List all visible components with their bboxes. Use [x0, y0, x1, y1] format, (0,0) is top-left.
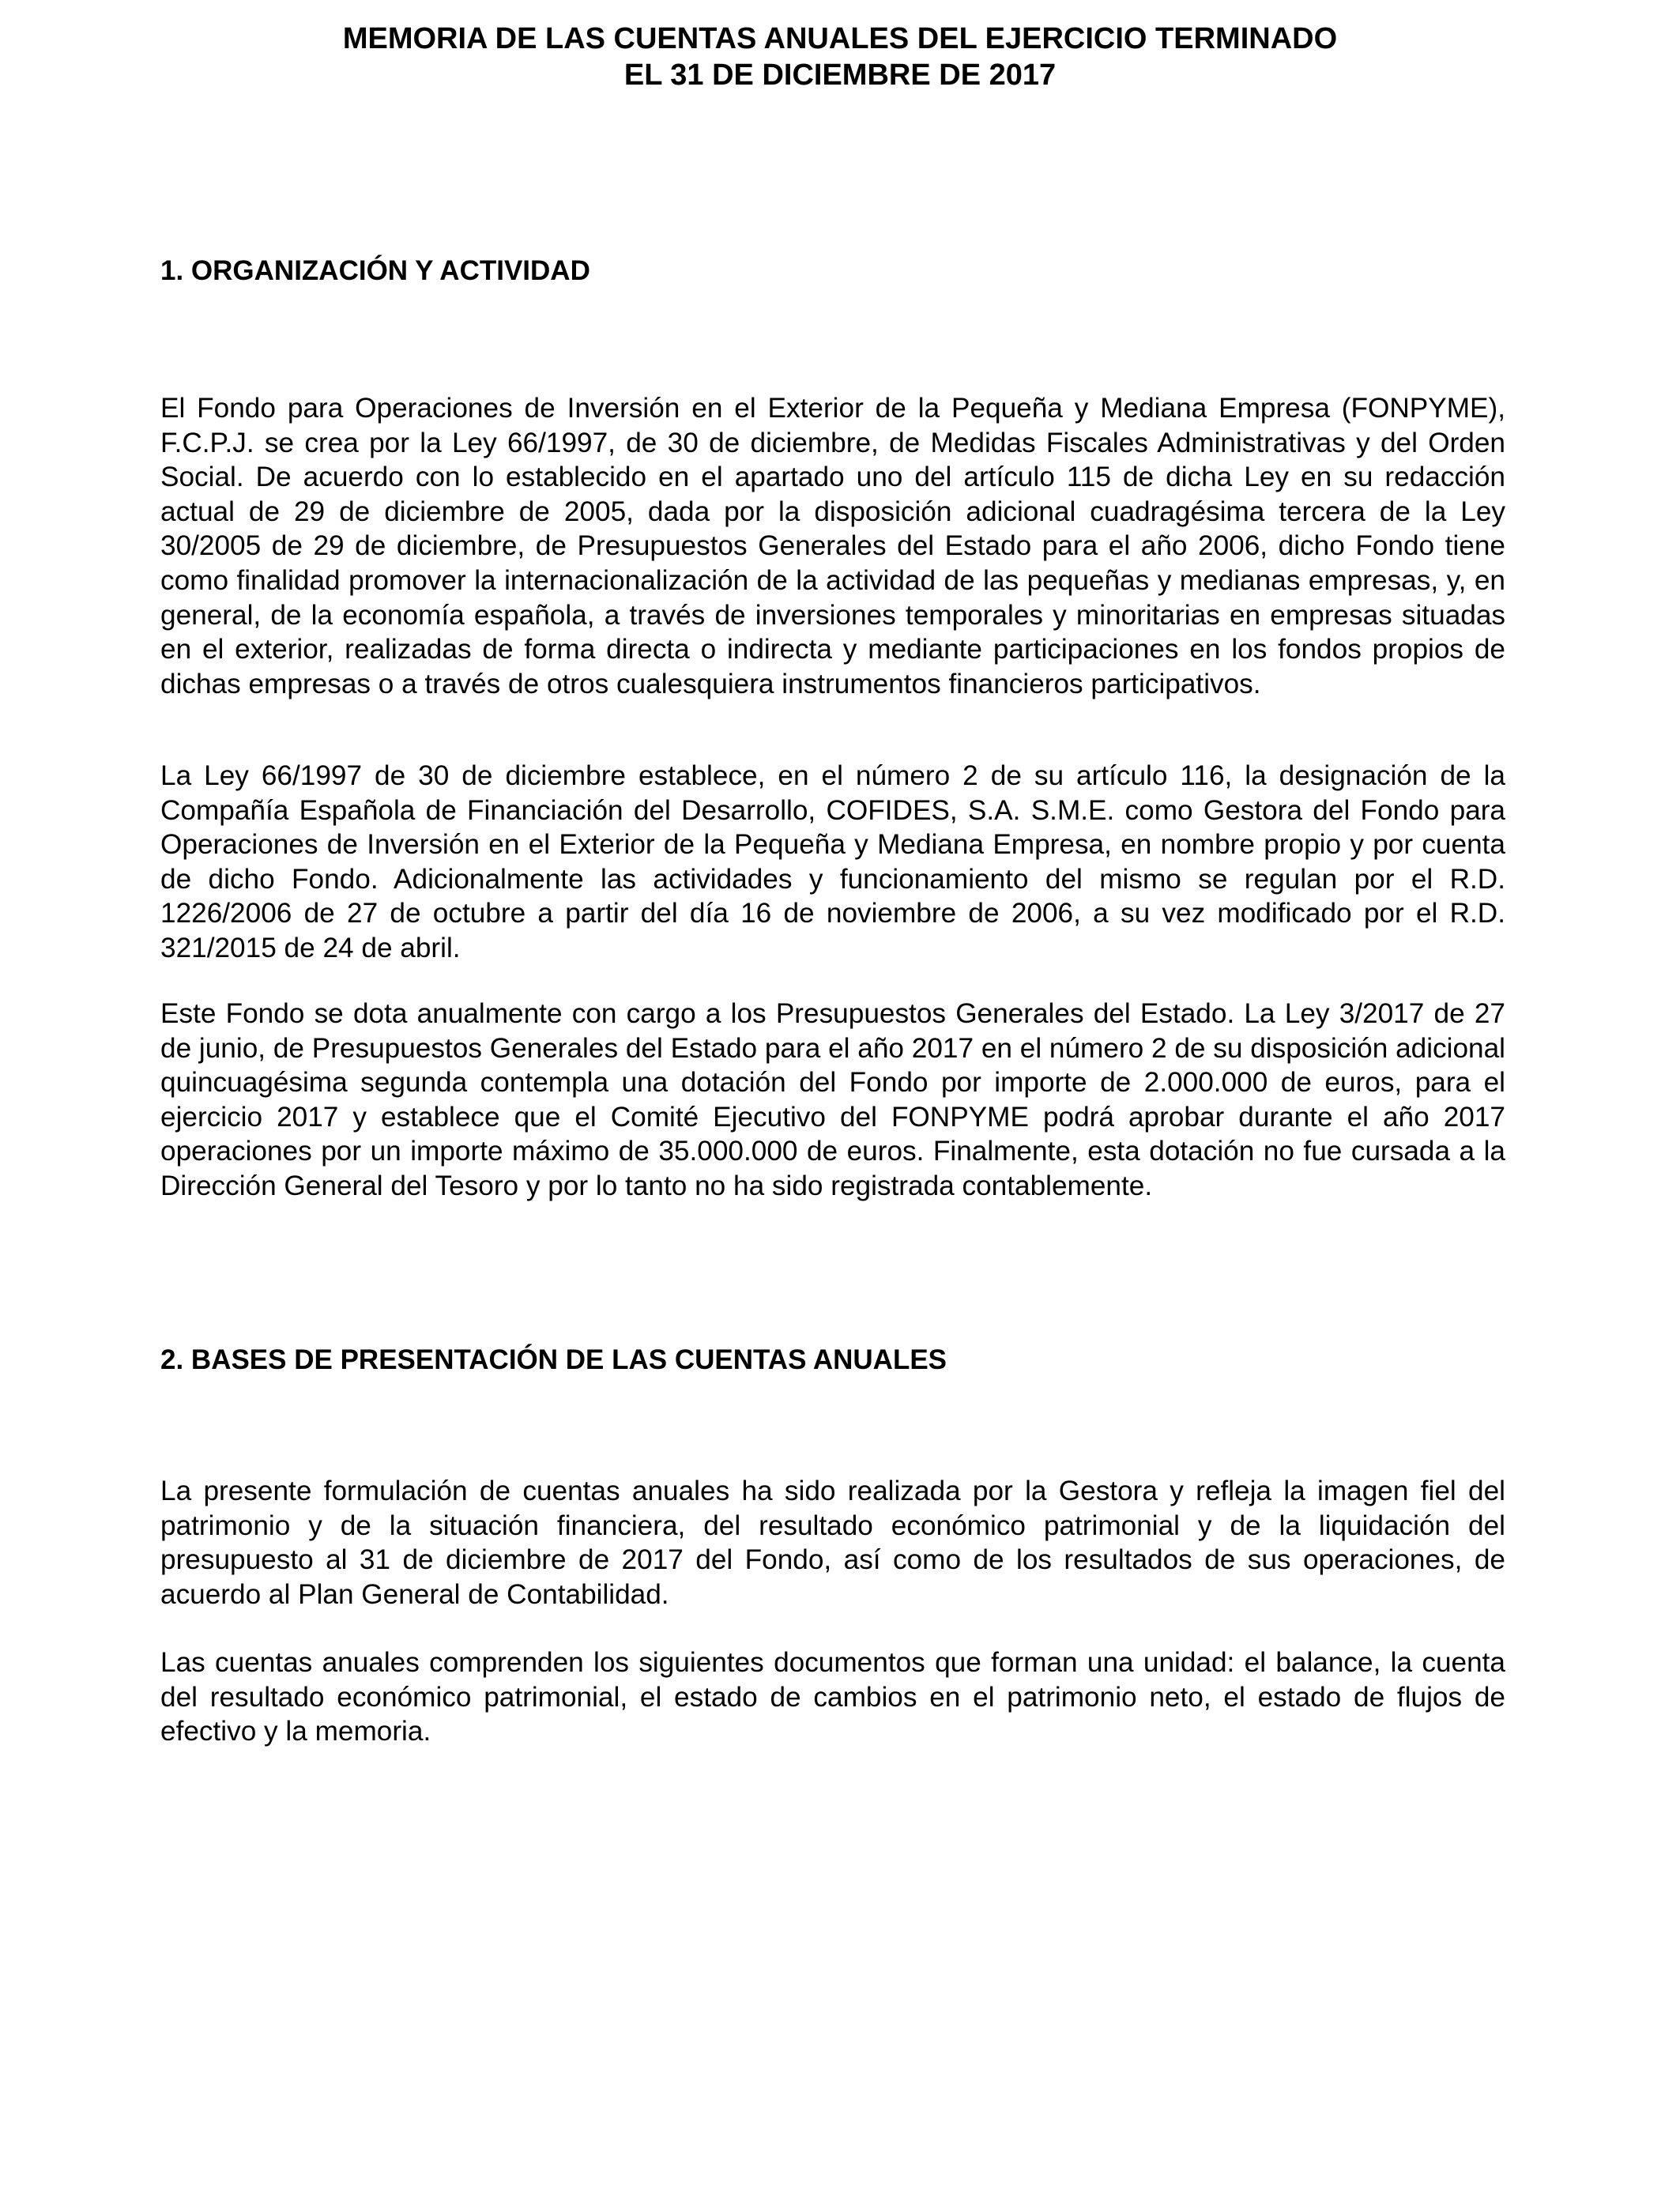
paragraph-dotacion-anual: Este Fondo se dota anualmente con cargo a los Presupuestos Generales del Estado. La Ley 3/2017 de 27 de junio, de Presupuestos Generales del Estado para el año 2017 en el número 2 de su disposición adicional quincuagésima segunda contempla una dotación del Fondo por importe de 2.000.000 de euros, para el ejercicio 2017 y establece que el Comité Ejecutivo del FONPYME podrá aprobar durante el año 2017 operaciones por un importe máximo de 35.000.000 de euros. Finalmente, esta dotación no fue cursada a la Dirección General del Tesoro y por lo tanto no ha sido registrada contablemente. — [160, 998, 1505, 1201]
section-heading-bases-presentacion: 2. BASES DE PRESENTACIÓN DE LAS CUENTAS ANUALES — [160, 1344, 947, 1375]
document-title-line-2: EL 31 DE DICIEMBRE DE 2017 — [623, 58, 1057, 92]
paragraph-fondo-creacion: El Fondo para Operaciones de Inversión en el Exterior de la Pequeña y Mediana Empresa (FONPYME), F.C.P.J. se crea por la Ley 66/1997, de 30 de diciembre, de Medidas Fiscales Administrativas y del Orden Social. De acuerdo con lo establecido en el apartado uno del artículo 115 de dicha Ley en su redacción actual de 29 de diciembre de 2005, dada por la disposición adicional cuadragésima tercera de la Ley 30/2005 de 29 de diciembre, de Presupuestos Generales del Estado para el año 2006, dicho Fondo tiene como finalidad promover la internacionalización de la actividad de las pequeñas y medianas empresas, y, en general, de la economía española, a través de inversiones temporales y minoritarias en empresas situadas en el exterior, realizadas de forma directa o indirecta y mediante participaciones en los fondos propios de dichas empresas o a través de otros cualesquiera instrumentos financieros participativos. — [160, 393, 1505, 699]
document-title-line-1: MEMORIA DE LAS CUENTAS ANUALES DEL EJERCICIO TERMINADO — [342, 22, 1338, 55]
section-heading-organizacion: 1. ORGANIZACIÓN Y ACTIVIDAD — [160, 255, 590, 286]
paragraph-ley-gestora: La Ley 66/1997 de 30 de diciembre establece, en el número 2 de su artículo 116, la designación de la Compañía Española de Financiación del Desarrollo, COFIDES, S.A. S.M.E. como Gestora del Fondo para Operaciones de Inversión en el Exterior de la Pequeña y Mediana Empresa, en nombre propio y por cuenta de dicho Fondo. Adicionalmente las actividades y funcionamiento del mismo se regulan por el R.D. 1226/2006 de 27 de octubre a partir del día 16 de noviembre de 2006, a su vez modificado por el R.D. 321/2015 de 24 de abril. — [160, 760, 1505, 963]
paragraph-documentos-cuentas: Las cuentas anuales comprenden los siguientes documentos que forman una unidad: el balance, la cuenta del resultado económico patrimonial, el estado de cambios en el patrimonio neto, el estado de flujos de efectivo y la memoria. — [160, 1647, 1505, 1747]
paragraph-formulacion-cuentas: La presente formulación de cuentas anuales ha sido realizada por la Gestora y refleja la imagen fiel del patrimonio y de la situación financiera, del resultado económico patrimonial y de la liquidación del presupuesto al 31 de diciembre de 2017 del Fondo, así como de los resultados de sus operaciones, de acuerdo al Plan General de Contabilidad. — [160, 1476, 1505, 1610]
document-title — [0, 21, 1680, 93]
